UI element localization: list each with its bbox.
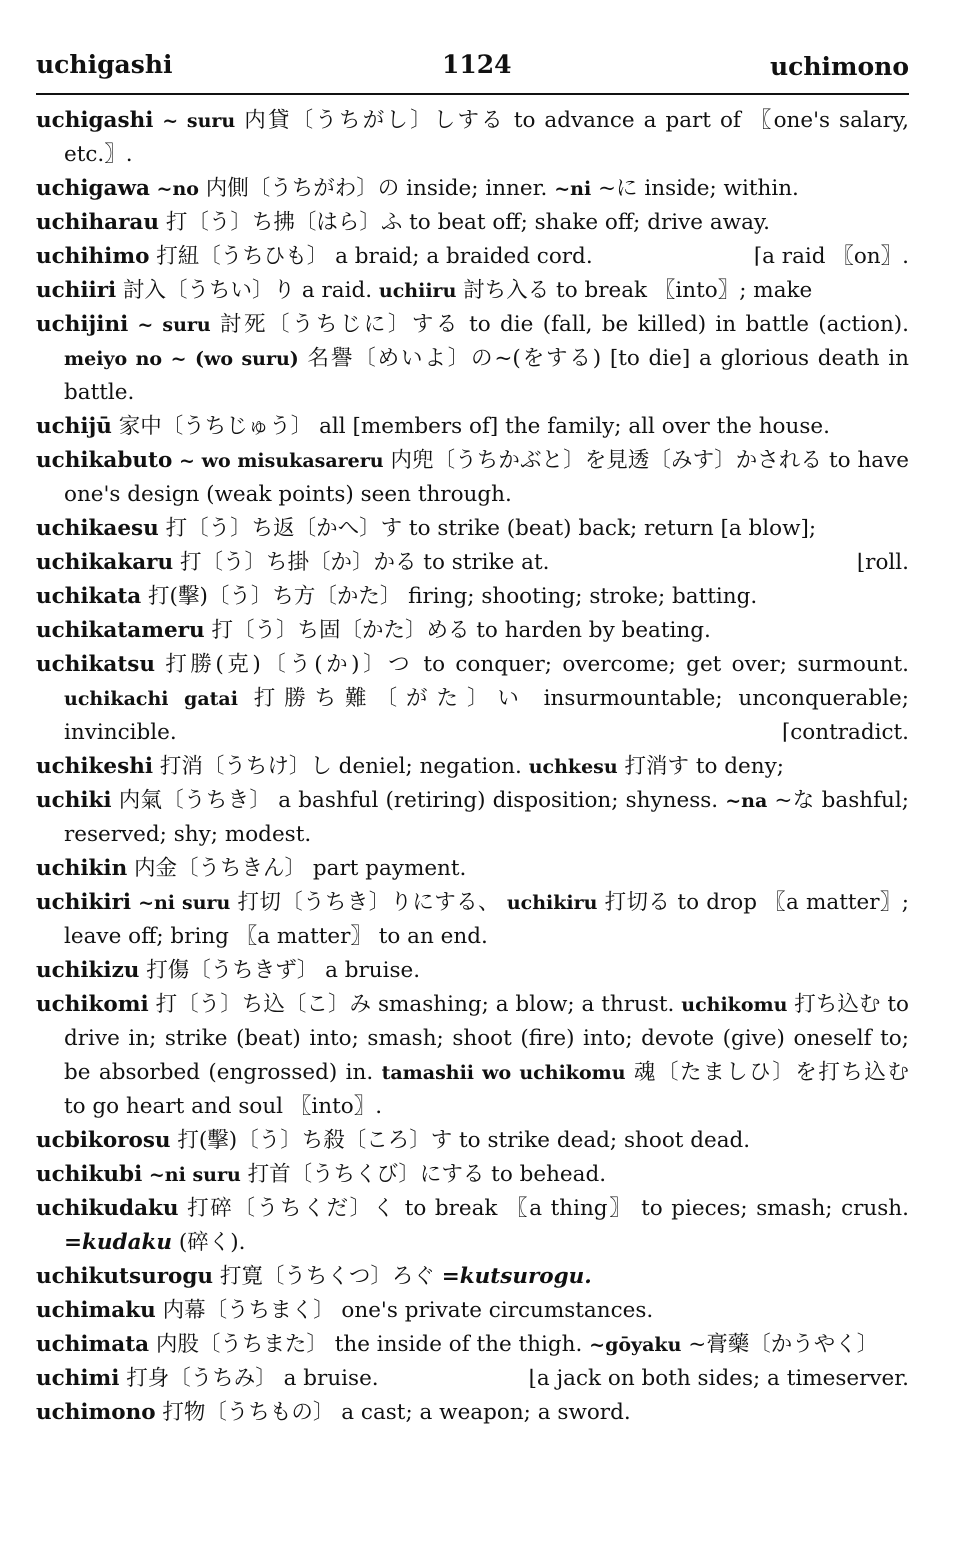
header-right-guide-word: uchimono	[769, 52, 909, 81]
entry-headword: uchikatameru	[36, 618, 205, 643]
entry-runover-text: ⌈a raid 〖on〗.	[753, 244, 909, 269]
entry-headword: uchigashi	[36, 108, 154, 133]
dictionary-entry	[36, 988, 909, 1124]
entry-headword: uchiki	[36, 788, 112, 813]
entry-phrase: ~ni	[554, 178, 592, 200]
entry-definition: 家中〔うちじゅう〕 all [members of] the family; all over the house.	[111, 414, 830, 439]
dictionary-entry	[36, 784, 909, 852]
entry-list	[36, 104, 909, 1430]
entry-definition: 打物〔うちもの〕 a cast; a weapon; a sword.	[155, 1400, 631, 1425]
entry-headword: uchikubi	[36, 1162, 143, 1187]
entry-definition: 打勝(克)〔う(か)〕つ to conquer; overcome; get over; surmount.	[155, 652, 909, 677]
entry-definition: 打ち込む to drive in; strike (beat) into; smash; shoot (fire) into; devote (give) oneself to; be absorbed (engrossed) in.	[64, 992, 909, 1085]
entry-definition: (碎く).	[172, 1230, 246, 1255]
entry-headword: uchikata	[36, 584, 142, 609]
entry-definition: 内幕〔うちまく〕 one's private circumstances.	[155, 1298, 654, 1323]
entry-definition: 打〔う〕ち返〔かへ〕す to strike (beat) back; return [a blow];	[158, 516, 817, 541]
entry-headword: uchikutsurogu	[36, 1264, 214, 1289]
entry-definition: 打勝ち難〔がた〕い insurmountable; unconquerable; invincible.	[64, 686, 909, 745]
dictionary-entry	[36, 206, 909, 240]
dictionary-entry	[36, 1158, 909, 1192]
page-header	[36, 46, 909, 86]
entry-definition: 打〔う〕ち込〔こ〕み smashing; a blow; a thrust.	[148, 992, 682, 1017]
dictionary-entry	[36, 750, 909, 784]
dictionary-entry	[36, 1192, 909, 1260]
entry-definition: ~に inside; within.	[591, 176, 799, 201]
entry-headword: uchikaesu	[36, 516, 159, 541]
entry-definition: 打碎〔うちくだ〕く to break 〖a thing〗 to pieces; smash; crush.	[178, 1196, 909, 1221]
entry-definition: ~な bashful; reserved; shy; modest.	[64, 788, 909, 847]
entry-phrase: tamashii wo uchikomu	[381, 1062, 626, 1084]
entry-phrase: ~ suru	[153, 110, 236, 132]
entry-phrase: ~no	[149, 178, 199, 200]
entry-definition: 内金〔うちきん〕 part payment.	[127, 856, 467, 881]
dictionary-entry	[36, 614, 909, 648]
entry-phrase: uchiiru	[378, 280, 457, 302]
entry-crossref: =kutsurogu.	[441, 1264, 592, 1289]
entry-headword: uchikomi	[36, 992, 149, 1017]
entry-headword: uchiharau	[36, 210, 159, 235]
entry-phrase: uchikiru	[499, 892, 598, 914]
entry-headword: uchimaku	[36, 1298, 156, 1323]
entry-definition: 打寛〔うちくつ〕ろぐ	[213, 1264, 442, 1289]
entry-headword: uchimi	[36, 1366, 120, 1391]
entry-phrase: ~ wo misukasareru	[172, 450, 384, 472]
entry-definition: 内側〔うちがわ〕の inside; inner.	[198, 176, 555, 201]
entry-definition: 打消す to deny;	[617, 754, 784, 779]
entry-headword: ucbikorosu	[36, 1128, 171, 1153]
entry-phrase: uchikachi gatai	[64, 688, 238, 710]
dictionary-entry	[36, 512, 909, 546]
dictionary-entry	[36, 1396, 909, 1430]
entry-definition: 内兜〔うちかぶと〕を見透〔みす〕かされる to have one's design (weak points) seen through.	[64, 448, 909, 507]
entry-definition: 打〔う〕ち拂〔はら〕ふ to beat off; shake off; drive away.	[158, 210, 771, 235]
entry-phrase: meiyo no ~ (wo suru)	[64, 348, 299, 370]
entry-definition: 打首〔うちくび〕にする to behead.	[240, 1162, 607, 1187]
header-left-guide-word: uchigashi	[36, 50, 173, 79]
entry-definition: 打傷〔うちきず〕 a bruise.	[139, 958, 421, 983]
entry-definition: 打消〔うちけ〕し deniel; negation.	[153, 754, 529, 779]
page-number: 1124	[442, 50, 512, 79]
entry-definition: 打(擊)〔う〕ち殺〔ころ〕す to strike dead; shoot dead.	[170, 1128, 751, 1153]
entry-headword: uchigawa	[36, 176, 150, 201]
dictionary-entry	[36, 410, 909, 444]
entry-phrase: uchkesu	[528, 756, 618, 778]
entry-definition: 魂〔たましひ〕を打ち込む to go heart and soul 〖into〗.	[64, 1060, 909, 1119]
entry-headword: uchijū	[36, 414, 112, 439]
entry-phrase: ~ suru	[128, 314, 211, 336]
entry-headword: uchikiri	[36, 890, 132, 915]
entry-definition: 内貸〔うちがし〕しする to advance a part of 〖one's salary, etc.〗.	[64, 108, 909, 167]
entry-definition: 打紐〔うちひも〕 a braid; a braided cord.	[149, 244, 593, 269]
entry-definition: 打〔う〕ち掛〔か〕かる to strike at.	[173, 550, 550, 575]
entry-definition: 打切る to drop 〖a matter〗; leave off; bring 〖a matter〗 to an end.	[64, 890, 909, 949]
dictionary-entry	[36, 580, 909, 614]
entry-definition: 討入〔うちい〕り a raid.	[116, 278, 379, 303]
header-rule	[36, 93, 909, 95]
dictionary-entry	[36, 104, 909, 172]
entry-runover-text: ⌈contradict.	[781, 720, 909, 745]
entry-headword: uchiiri	[36, 278, 117, 303]
entry-headword: uchimono	[36, 1400, 156, 1425]
dictionary-entry	[36, 172, 909, 206]
entry-definition: 名譽〔めいよ〕の~(をする) [to die] a glorious death in battle.	[64, 346, 909, 405]
dictionary-entry	[36, 648, 909, 750]
entry-definition: 打身〔うちみ〕 a bruise.	[119, 1366, 379, 1391]
entry-definition: 討死〔うちじに〕する to die (fall, be killed) in battle (action).	[210, 312, 910, 337]
dictionary-entry	[36, 886, 909, 954]
entry-definition: 内股〔うちまた〕 the inside of the thigh.	[149, 1332, 590, 1357]
dictionary-entry	[36, 1260, 909, 1294]
entry-headword: uchikizu	[36, 958, 140, 983]
entry-definition: 打切〔うちき〕りにする、	[230, 890, 500, 915]
entry-headword: uchimata	[36, 1332, 150, 1357]
entry-runover-text: ⌊a jack on both sides; a timeserver.	[528, 1366, 909, 1391]
dictionary-entry	[36, 852, 909, 886]
entry-crossref: =kudaku	[64, 1230, 173, 1255]
dictionary-entry	[36, 546, 909, 580]
entry-phrase: ~na	[725, 790, 768, 812]
dictionary-entry	[36, 1124, 909, 1158]
dictionary-entry	[36, 240, 909, 274]
entry-headword: uchikudaku	[36, 1196, 179, 1221]
entry-definition: 打〔う〕ち固〔かた〕める to harden by beating.	[204, 618, 711, 643]
entry-phrase: ~ni suru	[142, 1164, 241, 1186]
dictionary-entry	[36, 274, 909, 308]
dictionary-entry	[36, 954, 909, 988]
dictionary-entry	[36, 308, 909, 410]
entry-phrase: ~ni suru	[131, 892, 231, 914]
dictionary-entry	[36, 1328, 909, 1362]
entry-headword: uchikatsu	[36, 652, 156, 677]
dictionary-entry	[36, 1362, 909, 1396]
entry-definition: 内氣〔うちき〕 a bashful (retiring) disposition; shyness.	[111, 788, 726, 813]
entry-headword: uchikeshi	[36, 754, 154, 779]
entry-definition: 打(擊)〔う〕ち方〔かた〕 firing; shooting; stroke; batting.	[141, 584, 758, 609]
entry-phrase: uchikomu	[681, 994, 788, 1016]
entry-headword: uchihimo	[36, 244, 150, 269]
entry-phrase: ~gōyaku	[589, 1334, 682, 1356]
entry-headword: uchikabuto	[36, 448, 173, 473]
dictionary-entry	[36, 1294, 909, 1328]
dictionary-entry	[36, 444, 909, 512]
entry-headword: uchijini	[36, 312, 129, 337]
entry-definition: ~膏藥〔かうやく〕	[681, 1332, 879, 1357]
entry-definition: 討ち入る to break 〖into〗; make	[456, 278, 813, 303]
entry-runover-text: ⌊roll.	[856, 550, 909, 575]
entry-headword: uchikakaru	[36, 550, 174, 575]
entry-headword: uchikin	[36, 856, 128, 881]
